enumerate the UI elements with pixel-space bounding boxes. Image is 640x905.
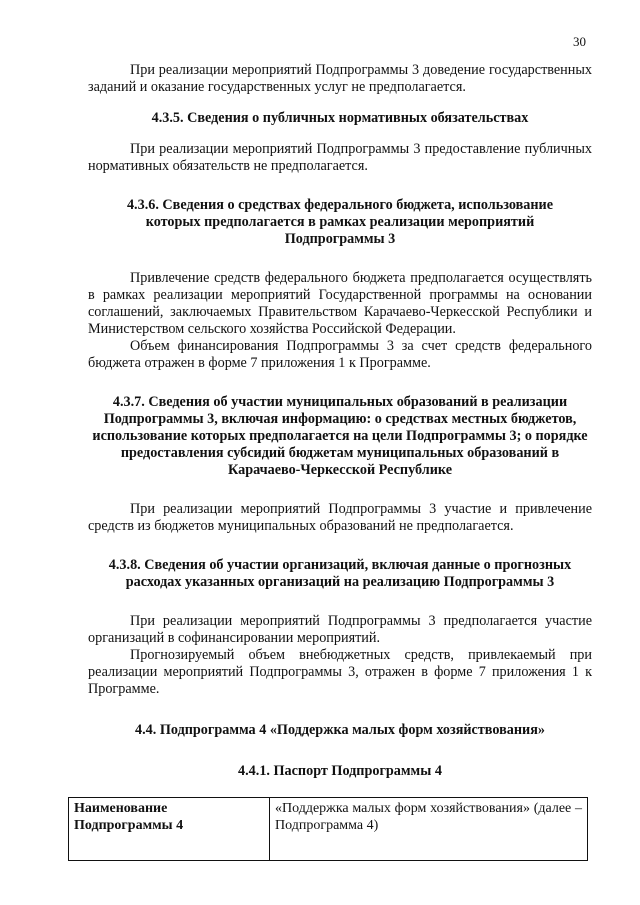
heading-4-3-5: 4.3.5. Сведения о публичных нормативных обязательствах — [151, 110, 529, 126]
paragraph-state-tasks: При реализации мероприятий Подпрограммы 3 доведение государственных заданий и оказание государственных услуг не предполагается. — [88, 62, 592, 95]
heading-4-4: 4.4. Подпрограмма 4 «Поддержка малых форм хозяйствования» — [135, 722, 545, 738]
passport-table — [68, 797, 588, 861]
page-number: 30 — [573, 34, 586, 49]
paragraph-federal-budget: Привлечение средств федерального бюджета предполагается осуществлять в рамках реализации мероприятий Государственной программы на основании соглашений, заключаемых Правительством Карачаево-Черкесской Республики и Министерством сельского хозяйства Российской Федерации. — [88, 270, 592, 337]
passport-value-cell: «Поддержка малых форм хозяйствования» (далее – Подпрограмма 4) — [270, 798, 588, 861]
heading-4-3-6: 4.3.6. Сведения о средствах федерального бюджета, использование которых предполагается в рамках реализации мероприятий Подпрограммы 3 — [126, 197, 554, 247]
document-body — [88, 62, 592, 780]
paragraph-organizations: При реализации мероприятий Подпрограммы 3 предполагается участие организаций в софинансировании мероприятий. — [88, 613, 592, 646]
heading-4-3-7: 4.3.7. Сведения об участии муниципальных образований в реализации Подпрограммы 3, включая информацию: о средствах местных бюджетов, использование которых предполагается на цели Подпрограммы 3; о порядке предоставления субсидий бюджетам муниципальных образований в Карачаево-Черкесской Республике — [92, 394, 588, 478]
passport-label-cell: Наименование Подпрограммы 4 — [69, 798, 270, 861]
heading-4-4-1: 4.4.1. Паспорт Подпрограммы 4 — [238, 763, 442, 779]
table-row — [69, 798, 588, 861]
paragraph-public-obligations: При реализации мероприятий Подпрограммы 3 предоставление публичных нормативных обязательств не предполагается. — [88, 141, 592, 174]
paragraph-municipal: При реализации мероприятий Подпрограммы 3 участие и привлечение средств из бюджетов муниципальных образований не предполагается. — [88, 501, 592, 534]
heading-4-3-8: 4.3.8. Сведения об участии организаций, включая данные о прогнозных расходах указанных организаций на реализацию Подпрограммы 3 — [108, 557, 572, 590]
paragraph-federal-financing: Объем финансирования Подпрограммы 3 за счет средств федерального бюджета отражен в форме 7 приложения 1 к Программе. — [88, 338, 592, 371]
paragraph-extrabudgetary: Прогнозируемый объем внебюджетных средств, привлекаемый при реализации мероприятий Подпрограммы 3, отражен в форме 7 приложения 1 к Программе. — [88, 647, 592, 697]
